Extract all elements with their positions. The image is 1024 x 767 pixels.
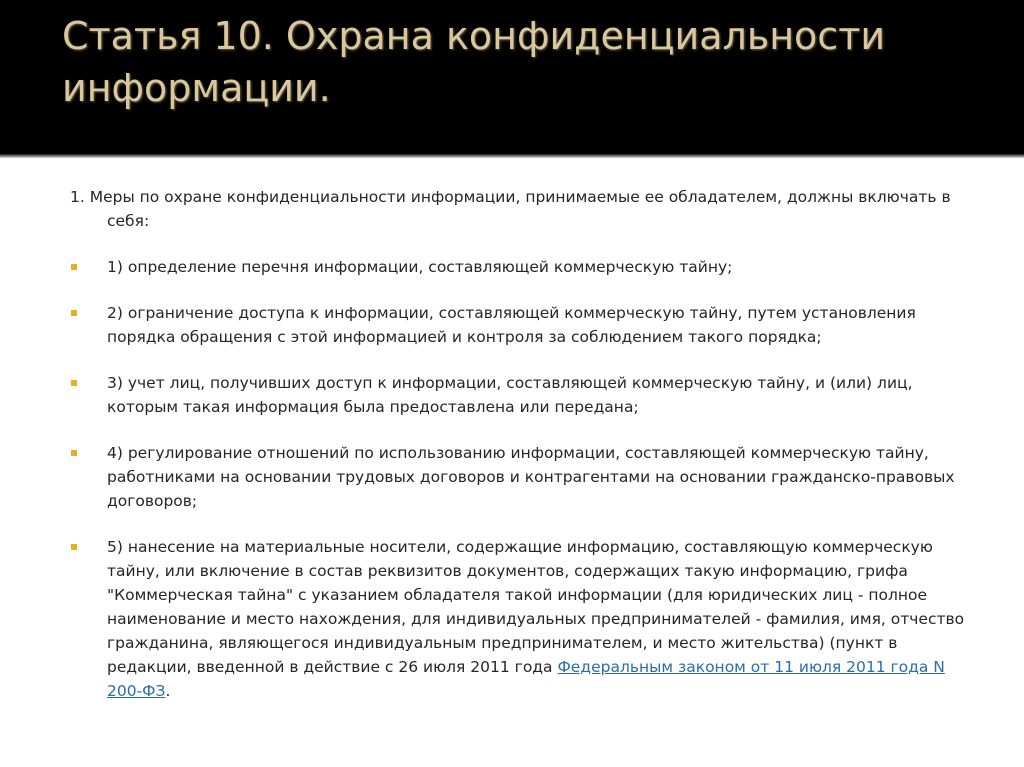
list-item [70,371,970,419]
slide-content [70,185,970,725]
bullet-square-icon [71,264,77,270]
list-item [70,441,970,513]
bullet-square-icon [71,380,77,386]
list-item [70,535,970,703]
list-item-text: 1) определение перечня информации, составляющей коммерческую тайну; [107,258,733,276]
measures-list [70,255,970,703]
list-item-text: 5) нанесение на материальные носители, содержащие информацию, составляющую коммерческую тайну, или включение в состав реквизитов документов, содержащих такую информацию, грифа "Коммерческая тайна" с указанием обладателя такой информации (для юридических лиц - полное наименование и место нахождения, для индивидуальных предпринимателей - фамилия, имя, отчество гражданина, являющегося индивидуальным предпринимателем, и место жительства) (пункт в редакции, введенной в действие с 26 июля 2011 года [107,538,965,676]
slide-title: Статья 10. Охрана конфиденциальности информации. [62,14,886,110]
list-item [70,301,970,349]
list-item-text: 4) регулирование отношений по использованию информации, составляющей коммерческую тайну, работниками на основании трудовых договоров и контрагентами на основании гражданско-правовых договоров; [107,444,955,510]
list-item-text: 2) ограничение доступа к информации, составляющей коммерческую тайну, путем установления порядка обращения с этой информацией и контроля за соблюдением такого порядка; [107,304,916,346]
bullet-square-icon [71,450,77,456]
slide-header [0,0,1024,158]
federal-law-link[interactable]: Федеральным законом от 11 июля 2011 года N 200-ФЗ [107,658,945,700]
list-item [70,255,970,279]
intro-paragraph: 1. Меры по охране конфиденциальности информации, принимаемые ее обладателем, должны включать в себя: [70,188,951,230]
bullet-square-icon [71,310,77,316]
link-suffix: . [165,682,171,700]
bullet-square-icon [71,544,77,550]
list-item-text: 3) учет лиц, получивших доступ к информации, составляющей коммерческую тайну, и (или) лиц, которым такая информация была предоставлена или передана; [107,374,913,416]
